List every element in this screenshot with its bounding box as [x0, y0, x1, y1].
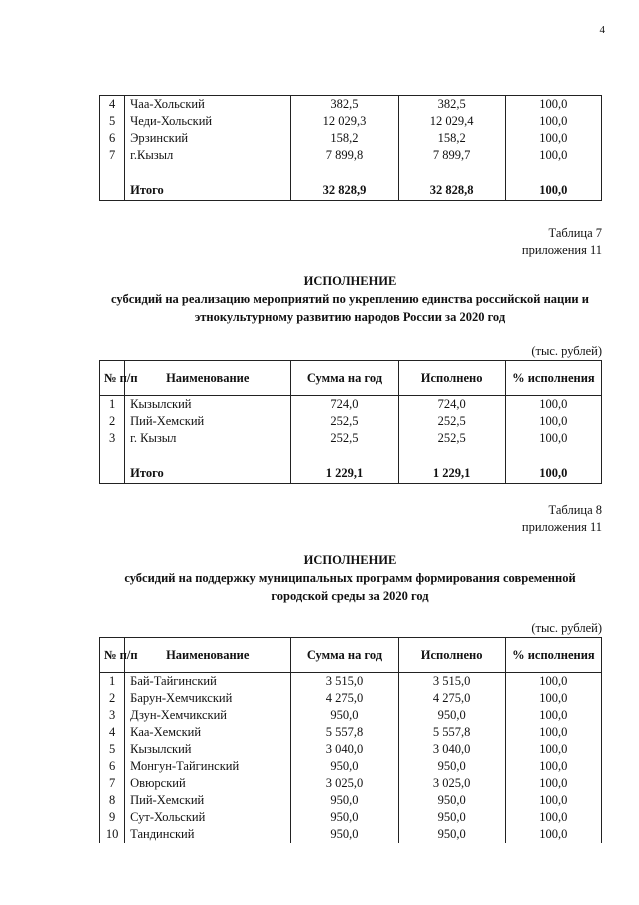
row-sum: 950,0 [291, 809, 398, 826]
table-row [100, 690, 602, 707]
row-done: 7 899,7 [398, 147, 505, 164]
row-pct: 100,0 [505, 741, 601, 758]
table-row [100, 396, 602, 414]
row-pct: 100,0 [505, 413, 601, 430]
row-sum: 950,0 [291, 758, 398, 775]
header-name: Наименование [125, 638, 291, 673]
row-done: 724,0 [398, 396, 505, 414]
row-done: 3 040,0 [398, 741, 505, 758]
row-number: 1 [100, 673, 125, 691]
table-row [100, 707, 602, 724]
row-pct: 100,0 [505, 113, 601, 130]
table-row [100, 809, 602, 826]
row-pct: 100,0 [505, 826, 601, 843]
row-number: 7 [100, 775, 125, 792]
row-name: Дзун-Хемчикский [125, 707, 291, 724]
header-number: № п/п [100, 638, 125, 673]
header-sum: Сумма на год [291, 361, 398, 396]
row-sum: 7 899,8 [291, 147, 398, 164]
row-sum: 158,2 [291, 130, 398, 147]
row-pct: 100,0 [505, 130, 601, 147]
table-row [100, 758, 602, 775]
table-8-title: ИСПОЛНЕНИЕ [303, 553, 397, 567]
table-7-title: ИСПОЛНЕНИЕ [303, 274, 397, 288]
table-row [100, 413, 602, 430]
header-done: Исполнено [398, 361, 505, 396]
table-total-row [100, 463, 602, 484]
table-row [100, 673, 602, 691]
row-name: Барун-Хемчикский [125, 690, 291, 707]
table-row [100, 113, 602, 130]
row-name: Тандинский [125, 826, 291, 843]
row-pct: 100,0 [505, 809, 601, 826]
row-number: 5 [100, 741, 125, 758]
row-pct: 100,0 [505, 758, 601, 775]
row-number: 3 [100, 430, 125, 447]
table-7 [99, 360, 602, 484]
row-done: 382,5 [398, 96, 505, 114]
row-done: 5 557,8 [398, 724, 505, 741]
row-sum: 382,5 [291, 96, 398, 114]
row-number: 5 [100, 113, 125, 130]
row-sum: 724,0 [291, 396, 398, 414]
page-number: 4 [599, 24, 605, 36]
row-sum: 252,5 [291, 413, 398, 430]
table-row [100, 430, 602, 447]
row-number: 6 [100, 130, 125, 147]
row-pct: 100,0 [505, 147, 601, 164]
row-sum: 4 275,0 [291, 690, 398, 707]
table-7-subtitle-1: субсидий на реализацию мероприятий по укреплению единства российской нации и [111, 292, 589, 306]
row-done: 950,0 [398, 707, 505, 724]
row-pct: 100,0 [505, 724, 601, 741]
total-done: 32 828,8 [398, 180, 505, 201]
row-name: Чеди-Хольский [125, 113, 291, 130]
total-sum: 32 828,9 [291, 180, 398, 201]
table-8-subtitle-2: городской среды за 2020 год [271, 589, 429, 603]
row-done: 4 275,0 [398, 690, 505, 707]
row-done: 3 025,0 [398, 775, 505, 792]
row-sum: 3 515,0 [291, 673, 398, 691]
row-sum: 950,0 [291, 792, 398, 809]
row-sum: 950,0 [291, 707, 398, 724]
row-number: 2 [100, 690, 125, 707]
row-done: 950,0 [398, 758, 505, 775]
row-pct: 100,0 [505, 690, 601, 707]
table-row [100, 792, 602, 809]
row-number: 10 [100, 826, 125, 843]
total-label: Итого [125, 463, 291, 484]
table-7-units: (тыс. рублей) [531, 344, 602, 358]
table-6-continued [99, 95, 602, 201]
row-done: 252,5 [398, 413, 505, 430]
table-row [100, 724, 602, 741]
row-done: 950,0 [398, 826, 505, 843]
row-done: 252,5 [398, 430, 505, 447]
row-pct: 100,0 [505, 707, 601, 724]
row-sum: 3 025,0 [291, 775, 398, 792]
row-name: г. Кызыл [125, 430, 291, 447]
row-done: 12 029,4 [398, 113, 505, 130]
row-done: 3 515,0 [398, 673, 505, 691]
row-name: Пий-Хемский [125, 413, 291, 430]
table-spacer [100, 447, 602, 463]
total-pct: 100,0 [505, 463, 601, 484]
row-name: Эрзинский [125, 130, 291, 147]
row-number: 1 [100, 396, 125, 414]
row-name: Кызылский [125, 741, 291, 758]
row-number: 6 [100, 758, 125, 775]
row-sum: 3 040,0 [291, 741, 398, 758]
total-done: 1 229,1 [398, 463, 505, 484]
total-sum: 1 229,1 [291, 463, 398, 484]
row-name: Пий-Хемский [125, 792, 291, 809]
header-pct: % исполнения [505, 638, 601, 673]
row-number: 3 [100, 707, 125, 724]
table-row [100, 741, 602, 758]
row-name: Овюрский [125, 775, 291, 792]
row-name: Чаа-Хольский [125, 96, 291, 114]
row-done: 158,2 [398, 130, 505, 147]
header-name: Наименование [125, 361, 291, 396]
table-7-appendix: приложения 11 [521, 243, 602, 257]
row-pct: 100,0 [505, 430, 601, 447]
table-8 [99, 637, 602, 843]
table-row [100, 147, 602, 164]
row-name: Каа-Хемский [125, 724, 291, 741]
row-pct: 100,0 [505, 673, 601, 691]
table-spacer [100, 164, 602, 180]
row-number: 2 [100, 413, 125, 430]
row-name: Монгун-Тайгинский [125, 758, 291, 775]
total-label: Итого [125, 180, 291, 201]
header-number: № п/п [100, 361, 125, 396]
table-row [100, 775, 602, 792]
row-name: г.Кызыл [125, 147, 291, 164]
row-number: 4 [100, 724, 125, 741]
table-total-row [100, 180, 602, 201]
row-number: 4 [100, 96, 125, 114]
header-sum: Сумма на год [291, 638, 398, 673]
row-name: Сут-Хольский [125, 809, 291, 826]
table-row [100, 130, 602, 147]
table-8-appendix: приложения 11 [521, 520, 602, 534]
row-name: Кызылский [125, 396, 291, 414]
header-done: Исполнено [398, 638, 505, 673]
row-sum: 12 029,3 [291, 113, 398, 130]
table-8-label: Таблица 8 [548, 503, 602, 517]
row-pct: 100,0 [505, 96, 601, 114]
total-pct: 100,0 [505, 180, 601, 201]
header-pct: % исполнения [505, 361, 601, 396]
row-pct: 100,0 [505, 792, 601, 809]
row-number: 8 [100, 792, 125, 809]
table-8-units: (тыс. рублей) [531, 621, 602, 635]
row-sum: 5 557,8 [291, 724, 398, 741]
table-header-row [100, 361, 602, 396]
row-sum: 252,5 [291, 430, 398, 447]
row-done: 950,0 [398, 809, 505, 826]
table-8-subtitle-1: субсидий на поддержку муниципальных программ формирования современной [124, 571, 576, 585]
row-pct: 100,0 [505, 396, 601, 414]
row-name: Бай-Тайгинский [125, 673, 291, 691]
table-row [100, 96, 602, 114]
row-number: 7 [100, 147, 125, 164]
table-header-row [100, 638, 602, 673]
table-7-subtitle-2: этнокультурному развитию народов России за 2020 год [194, 310, 506, 324]
row-pct: 100,0 [505, 775, 601, 792]
table-row [100, 826, 602, 843]
row-done: 950,0 [398, 792, 505, 809]
row-number: 9 [100, 809, 125, 826]
row-sum: 950,0 [291, 826, 398, 843]
table-7-label: Таблица 7 [548, 226, 602, 240]
